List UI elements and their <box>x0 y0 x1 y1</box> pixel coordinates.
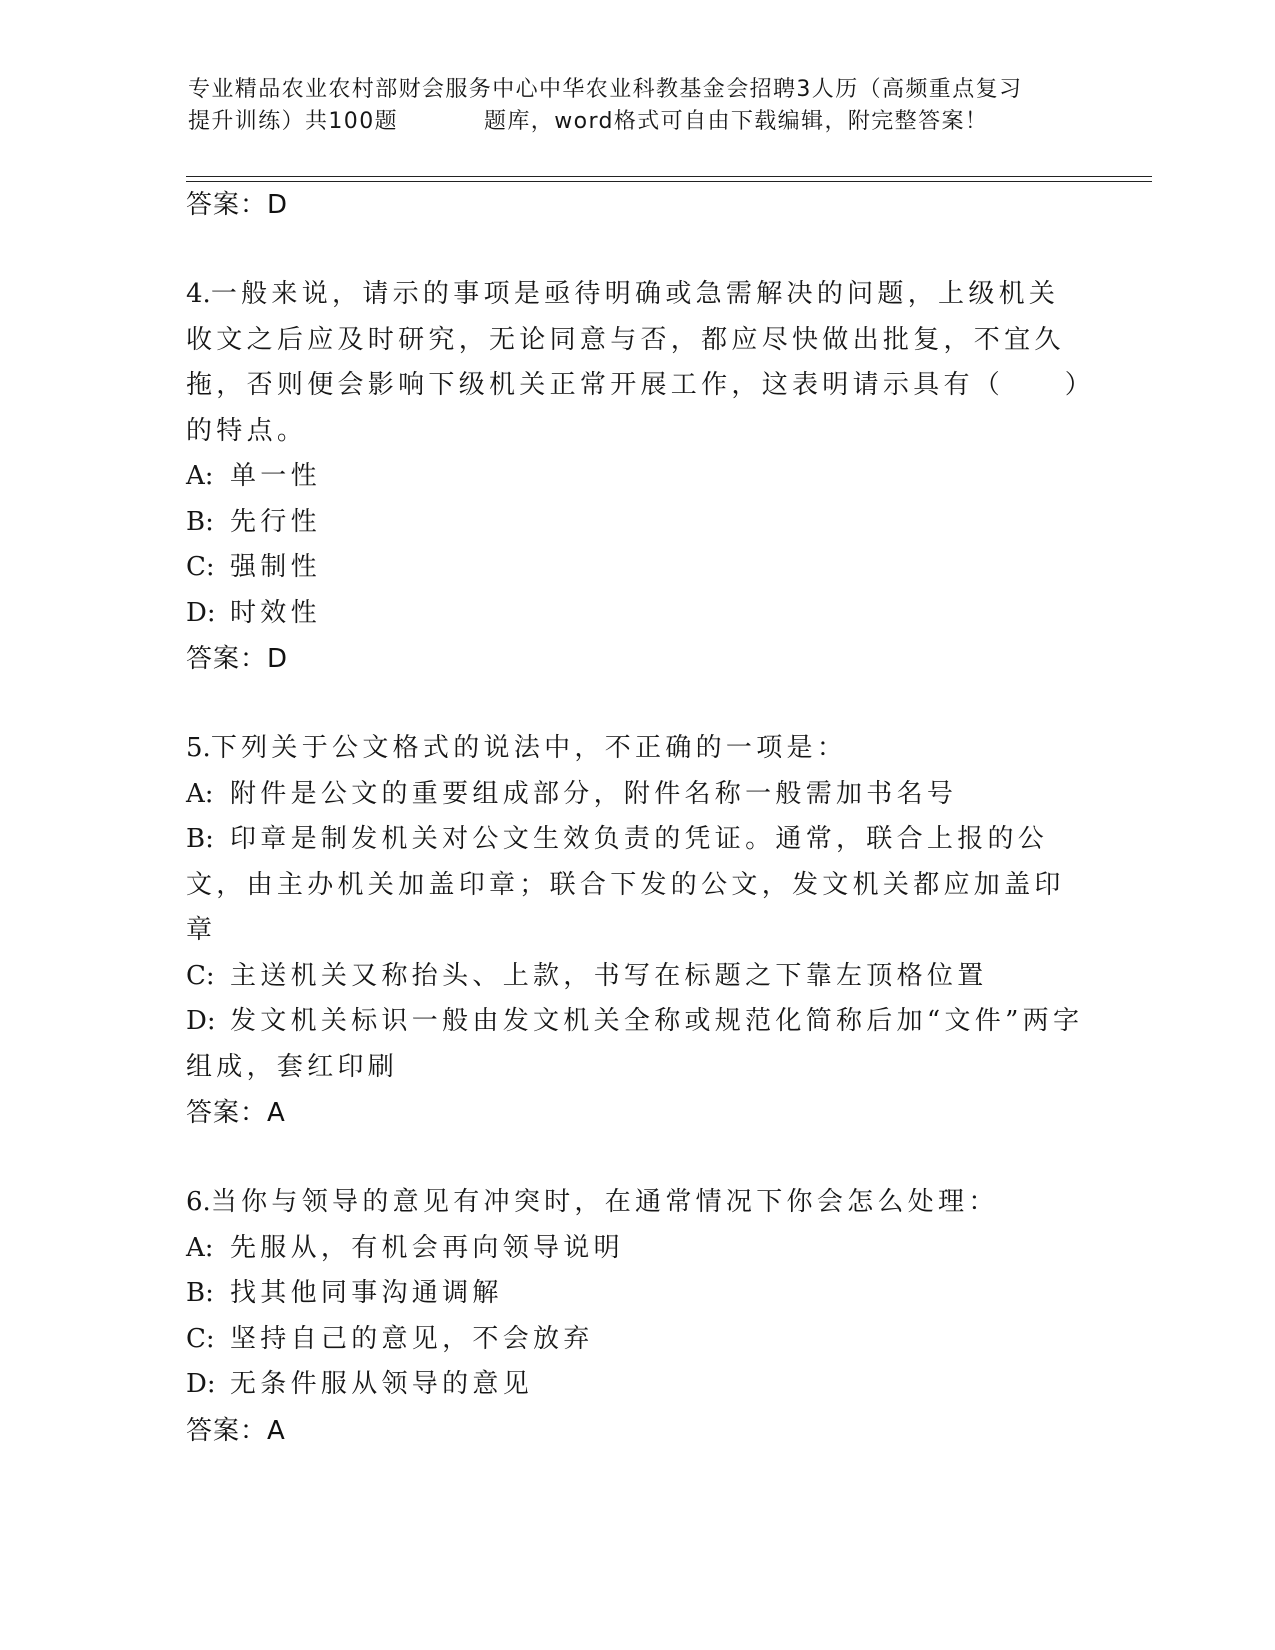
option-text: 无条件服从领导的意见 <box>230 1369 534 1399</box>
option-d <box>186 591 1086 637</box>
option-key: C: <box>186 1323 215 1354</box>
option-c <box>186 1317 1086 1363</box>
option-text: 主送机关又称抬头、上款，书写在标题之下靠左顶格位置 <box>230 960 988 991</box>
option-key: B: <box>186 824 214 854</box>
option-a <box>186 772 1086 818</box>
option-text: 先行性 <box>230 506 321 537</box>
question-block <box>186 726 1086 1136</box>
answer-line: 答案：D <box>186 190 289 220</box>
question-text: 下列关于公文格式的说法中，不正确的一项是： <box>210 733 848 763</box>
option-d <box>186 999 1086 1090</box>
question-block <box>186 1180 1086 1454</box>
option-text: 时效性 <box>230 597 321 628</box>
option-key: D: <box>186 597 216 628</box>
header-title-line2-part1: 提升训练）共100题 <box>188 109 398 134</box>
answer-line: 答案：D <box>186 644 289 674</box>
option-d <box>186 1362 1086 1408</box>
question-stem <box>186 272 1086 454</box>
document-header <box>188 74 1088 138</box>
answer-line: 答案：A <box>186 1098 286 1128</box>
option-key: A: <box>186 1232 214 1263</box>
option-key: A: <box>186 461 214 491</box>
header-title-line2 <box>188 106 1088 138</box>
option-key: A: <box>186 778 214 809</box>
option-text: 附件是公文的重要组成部分，附件名称一般需加书名号 <box>230 778 958 809</box>
option-text: 印章是制发机关对公文生效负责的凭证。通常，联合上报的公文，由主办机关加盖印章；联合下发的公文，发文机关都应加盖印章 <box>186 824 1065 945</box>
document-body <box>186 186 1086 1454</box>
option-key: D: <box>186 1006 216 1036</box>
question-block <box>186 272 1086 682</box>
option-text: 坚持自己的意见，不会放弃 <box>230 1323 594 1354</box>
question-number: 4. <box>186 279 211 309</box>
question-number: 5. <box>186 733 211 763</box>
header-divider-top <box>186 176 1152 177</box>
option-b <box>186 500 1086 546</box>
option-text: 单一性 <box>230 461 321 491</box>
header-title-line1: 专业精品农业农村部财会服务中心中华农业科教基金会招聘3人历（高频重点复习 <box>188 77 1023 102</box>
option-key: B: <box>186 506 214 537</box>
option-c <box>186 545 1086 591</box>
option-a <box>186 1226 1086 1272</box>
option-key: B: <box>186 1278 214 1308</box>
option-text: 先服从，有机会再向领导说明 <box>230 1232 624 1263</box>
answer-line: 答案：A <box>186 1415 286 1446</box>
question-stem <box>186 1180 1086 1226</box>
option-text: 找其他同事沟通调解 <box>230 1278 503 1308</box>
option-c <box>186 954 1086 1000</box>
option-key: C: <box>186 552 215 582</box>
header-title-line2-part2: 题库，word格式可自由下载编辑，附完整答案！ <box>484 109 989 134</box>
option-b <box>186 1271 1086 1317</box>
option-text: 强制性 <box>230 552 321 582</box>
question-text: 一般来说，请示的事项是亟待明确或急需解决的问题，上级机关收文之后应及时研究，无论同意与否，都应尽快做出批复，不宜久拖，否则便会影响下级机关正常开展工作，这表明请示具有（ ）的特点。 <box>186 279 1083 446</box>
question-number: 6. <box>186 1187 211 1217</box>
option-key: D: <box>186 1369 216 1399</box>
option-b <box>186 817 1086 954</box>
option-text: 发文机关标识一般由发文机关全称或规范化简称后加“文件”两字组成，套红印刷 <box>186 1006 1084 1082</box>
option-key: C: <box>186 960 215 991</box>
question-stem <box>186 726 1086 772</box>
question-text: 当你与领导的意见有冲突时，在通常情况下你会怎么处理： <box>210 1187 999 1217</box>
option-a <box>186 454 1086 500</box>
